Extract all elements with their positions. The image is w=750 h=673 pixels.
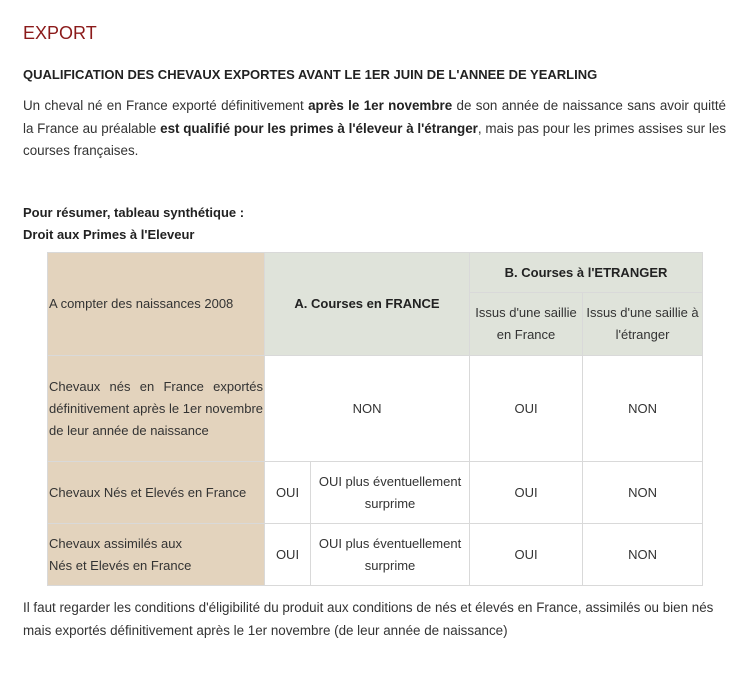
intro-text-3: , mais pas pour les primes assises sur les courses françaises. — [23, 120, 727, 158]
header-saillie-etranger: Issus d'une saillie à l'étranger — [583, 293, 703, 356]
cell-france-surprime: OUI plus éventuellement surprime — [311, 524, 470, 586]
cell-saillie-etranger: NON — [583, 356, 703, 462]
cell-saillie-france: OUI — [470, 462, 583, 524]
cell-france-surprime: OUI plus éventuellement surprime — [311, 462, 470, 524]
footer-note: Il faut regarder les conditions d'éligibilité du produit aux conditions de nés et élevés en France, assimilés ou bien nés mais exportés définitivement après le 1er novembre (de leur année de naissance) — [23, 600, 714, 638]
table-corner-cell: A compter des naissances 2008 — [48, 253, 265, 356]
cell-france-oui: OUI — [265, 524, 311, 586]
cell-saillie-etranger: NON — [583, 462, 703, 524]
cell-saillie-etranger: NON — [583, 524, 703, 586]
table-row — [48, 356, 703, 462]
row-label: Chevaux nés en France exportés définitivement après le 1er novembre de leur année de naissance — [48, 356, 265, 462]
summary-line-2: Droit aux Primes à l'Eleveur — [23, 227, 195, 242]
intro-paragraph — [23, 95, 726, 163]
cell-saillie-france: OUI — [470, 356, 583, 462]
header-saillie-france: Issus d'une saillie en France — [470, 293, 583, 356]
row-label — [48, 524, 265, 586]
summary-heading — [23, 202, 244, 246]
table-row — [48, 462, 703, 524]
summary-line-1: Pour résumer, tableau synthétique : — [23, 205, 245, 220]
row-label-line-2: Nés et Elevés en France — [49, 557, 192, 573]
table-row — [48, 524, 703, 586]
intro-bold-1: après le 1er novembre — [308, 98, 453, 113]
table-header-row — [48, 253, 703, 293]
intro-text-1: Un cheval né en France exporté définitivement — [23, 98, 309, 113]
header-courses-france: A. Courses en FRANCE — [265, 253, 470, 356]
primes-table — [47, 252, 703, 586]
row-label: Chevaux Nés et Elevés en France — [48, 462, 265, 524]
cell-france-oui: OUI — [265, 462, 311, 524]
section-title: EXPORT — [23, 23, 97, 43]
cell-france: NON — [265, 356, 470, 462]
cell-saillie-france: OUI — [470, 524, 583, 586]
intro-text-2: de son année de naissance sans avoir quitté la France au préalable — [23, 98, 726, 136]
header-courses-etranger: B. Courses à l'ETRANGER — [470, 253, 703, 293]
subheading: QUALIFICATION DES CHEVAUX EXPORTES AVANT LE 1ER JUIN DE L'ANNEE DE YEARLING — [23, 67, 598, 82]
row-label-line-1: Chevaux assimilés aux — [49, 535, 182, 551]
intro-bold-2: est qualifié pour les primes à l'éleveur à l'étranger — [160, 120, 478, 136]
